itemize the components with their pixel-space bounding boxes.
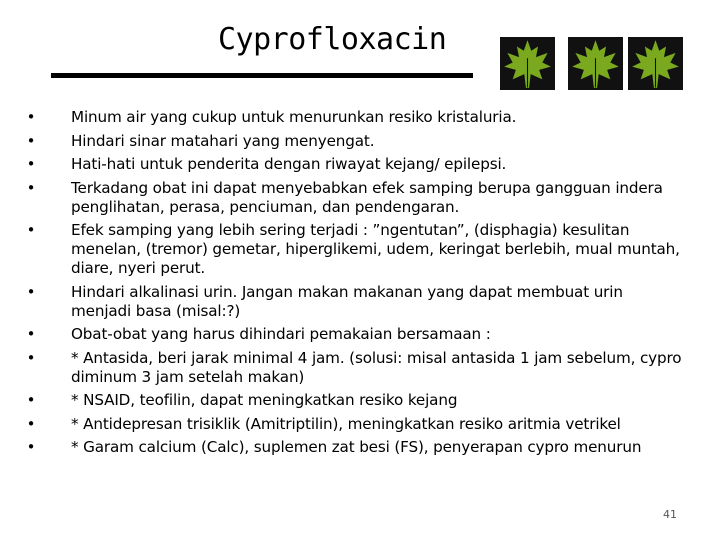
slide-title: Cyprofloxacin	[218, 22, 447, 57]
bullet-marker: •	[26, 414, 36, 433]
bullet-marker: •	[26, 438, 36, 456]
bullet-text: * Antidepresan trisiklik (Amitriptilin), meningkatkan resiko aritmia vetrikel	[71, 414, 621, 433]
list-item	[25, 391, 685, 410]
bullet-marker: •	[26, 108, 36, 126]
bullet-text: Terkadang obat ini dapat menyebabkan efek samping berupa gangguan indera penglihatan, perasa, penciuman, dan pendengaran.	[71, 178, 663, 216]
list-item	[25, 221, 685, 278]
bullet-text: Hati-hati untuk penderita dengan riwayat kejang/ epilepsi.	[71, 155, 507, 173]
list-item	[25, 325, 685, 344]
maple-leaf-icon	[500, 37, 555, 90]
bullet-text: Hindari alkalinasi urin. Jangan makan makanan yang dapat membuat urin menjadi basa (misal:?)	[71, 282, 623, 320]
list-item	[25, 108, 685, 127]
bullet-text: Obat-obat yang harus dihindari pemakaian bersamaan :	[71, 325, 491, 343]
bullet-marker: •	[26, 131, 36, 150]
page-number: 41	[663, 508, 677, 521]
bullet-marker: •	[26, 221, 36, 239]
bullet-list	[25, 108, 685, 462]
maple-leaf-icon	[568, 37, 623, 90]
bullet-text: Hindari sinar matahari yang menyengat.	[71, 131, 375, 150]
bullet-text: Efek samping yang lebih sering terjadi : ”ngentutan”, (disphagia) kesulitan menelan, (tremor) gemetar, hiperglikemi, udem, keringat berlebih, mual muntah, diare, nyeri perut.	[71, 221, 680, 277]
bullet-text: Minum air yang cukup untuk menurunkan resiko kristaluria.	[71, 108, 517, 126]
bullet-text: * Antasida, beri jarak minimal 4 jam. (solusi: misal antasida 1 jam sebelum, cypro diminum 3 jam setelah makan)	[71, 348, 682, 386]
list-item	[25, 283, 685, 321]
list-item	[25, 132, 685, 151]
bullet-marker: •	[26, 282, 36, 301]
list-item	[25, 415, 685, 434]
bullet-marker: •	[26, 155, 36, 173]
title-underline	[51, 73, 473, 78]
bullet-marker: •	[26, 391, 36, 409]
list-item	[25, 179, 685, 217]
bullet-marker: •	[26, 325, 36, 343]
bullet-marker: •	[26, 348, 36, 367]
bullet-text: * Garam calcium (Calc), suplemen zat besi (FS), penyerapan cypro menurun	[71, 438, 642, 456]
bullet-marker: •	[26, 178, 36, 197]
bullet-text: * NSAID, teofilin, dapat meningkatkan resiko kejang	[71, 391, 458, 409]
list-item	[25, 349, 685, 387]
list-item	[25, 155, 685, 174]
maple-leaf-icon	[628, 37, 683, 90]
list-item	[25, 438, 685, 457]
